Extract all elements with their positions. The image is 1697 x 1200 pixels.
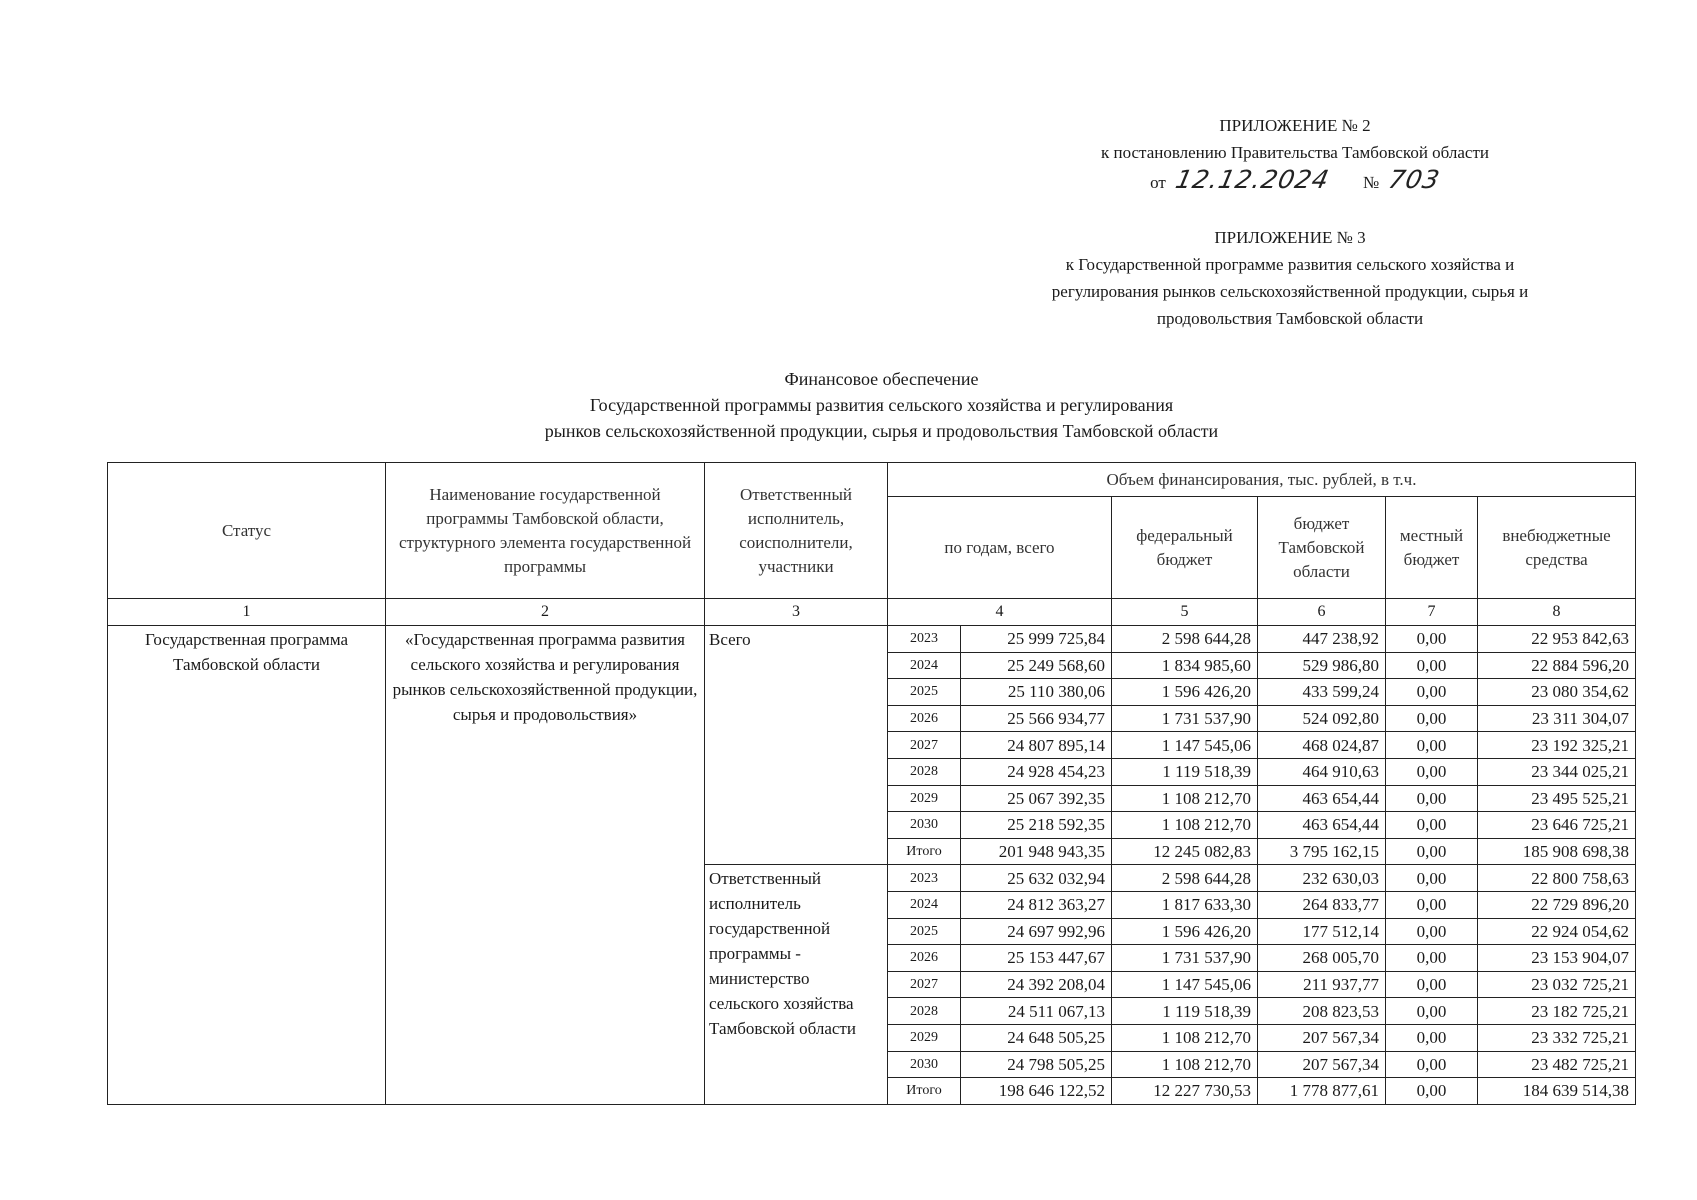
regional-budget-cell: 264 833,77 — [1258, 891, 1386, 918]
regional-budget-cell: 1 778 877,61 — [1258, 1078, 1386, 1105]
extra-budget-cell: 185 908 698,38 — [1478, 838, 1636, 865]
local-budget-cell: 0,00 — [1386, 679, 1478, 706]
extra-budget-cell: 22 953 842,63 — [1478, 626, 1636, 653]
federal-budget-cell: 1 147 545,06 — [1112, 732, 1258, 759]
regional-budget-cell: 232 630,03 — [1258, 865, 1386, 892]
local-budget-cell: 0,00 — [1386, 732, 1478, 759]
attachment-2-block — [1045, 112, 1545, 196]
header-status: Статус — [108, 463, 386, 599]
title-line-3: рынков сельскохозяйственной продукции, сырья и продовольствия Тамбовской области — [544, 421, 1219, 441]
extra-budget-cell: 23 032 725,21 — [1478, 971, 1636, 998]
header-executor: Ответственный исполнитель, соисполнители, участники — [705, 463, 888, 599]
header-name: Наименование государственной программы Тамбовской области, структурного элемента государственной программы — [386, 463, 705, 599]
header-volume: Объем финансирования, тыс. рублей, в т.ч. — [888, 463, 1636, 497]
year-cell: 2025 — [888, 679, 961, 706]
extra-budget-cell: 23 080 354,62 — [1478, 679, 1636, 706]
year-cell: 2024 — [888, 891, 961, 918]
regional-budget-cell: 447 238,92 — [1258, 626, 1386, 653]
regional-budget-cell: 529 986,80 — [1258, 652, 1386, 679]
regional-budget-cell: 208 823,53 — [1258, 998, 1386, 1025]
total-cell: 24 511 067,13 — [961, 998, 1112, 1025]
federal-budget-cell: 1 834 985,60 — [1112, 652, 1258, 679]
total-cell: 25 218 592,35 — [961, 812, 1112, 839]
extra-budget-cell: 22 924 054,62 — [1478, 918, 1636, 945]
federal-budget-cell: 1 147 545,06 — [1112, 971, 1258, 998]
year-cell: 2030 — [888, 812, 961, 839]
total-cell: 25 249 568,60 — [961, 652, 1112, 679]
federal-budget-cell: 1 108 212,70 — [1112, 785, 1258, 812]
federal-budget-cell: 12 245 082,83 — [1112, 838, 1258, 865]
total-cell: 24 928 454,23 — [961, 758, 1112, 785]
year-cell: 2023 — [888, 626, 961, 653]
total-cell: 25 067 392,35 — [961, 785, 1112, 812]
col-number: 3 — [705, 599, 888, 626]
attachment-3-line-3: продовольствия Тамбовской области — [1156, 309, 1424, 328]
local-budget-cell: 0,00 — [1386, 812, 1478, 839]
total-cell: 24 697 992,96 — [961, 918, 1112, 945]
regional-budget-cell: 524 092,80 — [1258, 705, 1386, 732]
local-budget-cell: 0,00 — [1386, 918, 1478, 945]
federal-budget-cell: 1 108 212,70 — [1112, 812, 1258, 839]
total-cell: 25 566 934,77 — [961, 705, 1112, 732]
status-cell: Государственная программа Тамбовской области — [108, 626, 386, 1105]
regional-budget-cell: 268 005,70 — [1258, 945, 1386, 972]
regional-budget-cell: 468 024,87 — [1258, 732, 1386, 759]
document-title — [100, 366, 1663, 444]
total-cell: 25 153 447,67 — [961, 945, 1112, 972]
year-cell: 2027 — [888, 971, 961, 998]
local-budget-cell: 0,00 — [1386, 1024, 1478, 1051]
title-line-2: Государственной программы развития сельского хозяйства и регулирования — [589, 395, 1174, 415]
regional-budget-cell: 211 937,77 — [1258, 971, 1386, 998]
col-number: 7 — [1386, 599, 1478, 626]
header-regional: бюджет Тамбовской области — [1258, 497, 1386, 599]
extra-budget-cell: 23 344 025,21 — [1478, 758, 1636, 785]
local-budget-cell: 0,00 — [1386, 891, 1478, 918]
extra-budget-cell: 22 729 896,20 — [1478, 891, 1636, 918]
total-cell: 201 948 943,35 — [961, 838, 1112, 865]
extra-budget-cell: 23 182 725,21 — [1478, 998, 1636, 1025]
year-cell: Итого — [888, 1078, 961, 1105]
handwritten-date: 12.12.2024 — [1172, 165, 1333, 194]
year-cell: 2027 — [888, 732, 961, 759]
year-cell: 2023 — [888, 865, 961, 892]
year-cell: 2024 — [888, 652, 961, 679]
regional-budget-cell: 463 654,44 — [1258, 812, 1386, 839]
local-budget-cell: 0,00 — [1386, 1051, 1478, 1078]
extra-budget-cell: 23 482 725,21 — [1478, 1051, 1636, 1078]
federal-budget-cell: 1 596 426,20 — [1112, 679, 1258, 706]
col-number: 5 — [1112, 599, 1258, 626]
federal-budget-cell: 2 598 644,28 — [1112, 865, 1258, 892]
total-cell: 25 632 032,94 — [961, 865, 1112, 892]
federal-budget-cell: 1 108 212,70 — [1112, 1024, 1258, 1051]
local-budget-cell: 0,00 — [1386, 1078, 1478, 1105]
attachment-3-block — [990, 224, 1590, 332]
total-cell: 24 392 208,04 — [961, 971, 1112, 998]
regional-budget-cell: 3 795 162,15 — [1258, 838, 1386, 865]
regional-budget-cell: 464 910,63 — [1258, 758, 1386, 785]
federal-budget-cell: 2 598 644,28 — [1112, 626, 1258, 653]
col-number: 4 — [888, 599, 1112, 626]
federal-budget-cell: 1 119 518,39 — [1112, 998, 1258, 1025]
local-budget-cell: 0,00 — [1386, 945, 1478, 972]
number-prefix: № — [1362, 173, 1380, 192]
attachment-3-line-2: регулирования рынков сельскохозяйственной продукции, сырья и — [1051, 282, 1529, 301]
total-cell: 24 648 505,25 — [961, 1024, 1112, 1051]
attachment-3-heading: ПРИЛОЖЕНИЕ № 3 — [1214, 228, 1366, 247]
extra-budget-cell: 23 332 725,21 — [1478, 1024, 1636, 1051]
attachment-2-heading: ПРИЛОЖЕНИЕ № 2 — [1219, 116, 1371, 135]
local-budget-cell: 0,00 — [1386, 785, 1478, 812]
extra-budget-cell: 22 884 596,20 — [1478, 652, 1636, 679]
federal-budget-cell: 1 817 633,30 — [1112, 891, 1258, 918]
executor-cell: Ответственный исполнитель государственной программы - министерство сельского хозяйства Тамбовской области — [705, 865, 888, 1104]
federal-budget-cell: 1 119 518,39 — [1112, 758, 1258, 785]
local-budget-cell: 0,00 — [1386, 865, 1478, 892]
title-line-1: Финансовое обеспечение — [784, 369, 979, 389]
total-cell: 25 999 725,84 — [961, 626, 1112, 653]
federal-budget-cell: 12 227 730,53 — [1112, 1078, 1258, 1105]
total-cell: 24 807 895,14 — [961, 732, 1112, 759]
col-number: 1 — [108, 599, 386, 626]
col-number: 2 — [386, 599, 705, 626]
extra-budget-cell: 23 495 525,21 — [1478, 785, 1636, 812]
executor-cell: Всего — [705, 626, 888, 865]
year-cell: 2026 — [888, 705, 961, 732]
extra-budget-cell: 23 192 325,21 — [1478, 732, 1636, 759]
year-cell: Итого — [888, 838, 961, 865]
local-budget-cell: 0,00 — [1386, 652, 1478, 679]
regional-budget-cell: 433 599,24 — [1258, 679, 1386, 706]
header-extra: внебюджетные средства — [1478, 497, 1636, 599]
year-cell: 2029 — [888, 785, 961, 812]
total-cell: 24 798 505,25 — [961, 1051, 1112, 1078]
year-cell: 2028 — [888, 998, 961, 1025]
total-cell: 25 110 380,06 — [961, 679, 1112, 706]
handwritten-number: 703 — [1386, 165, 1443, 194]
table-row — [108, 626, 1636, 653]
local-budget-cell: 0,00 — [1386, 705, 1478, 732]
attachment-2-subtitle: к постановлению Правительства Тамбовской области — [1100, 143, 1490, 162]
year-cell: 2028 — [888, 758, 961, 785]
regional-budget-cell: 207 567,34 — [1258, 1024, 1386, 1051]
column-number-row — [108, 599, 1636, 626]
federal-budget-cell: 1 108 212,70 — [1112, 1051, 1258, 1078]
local-budget-cell: 0,00 — [1386, 971, 1478, 998]
year-cell: 2029 — [888, 1024, 961, 1051]
header-local: местный бюджет — [1386, 497, 1478, 599]
extra-budget-cell: 23 311 304,07 — [1478, 705, 1636, 732]
col-number: 8 — [1478, 599, 1636, 626]
local-budget-cell: 0,00 — [1386, 998, 1478, 1025]
extra-budget-cell: 23 646 725,21 — [1478, 812, 1636, 839]
date-prefix: от — [1150, 173, 1166, 192]
col-number: 6 — [1258, 599, 1386, 626]
extra-budget-cell: 22 800 758,63 — [1478, 865, 1636, 892]
local-budget-cell: 0,00 — [1386, 758, 1478, 785]
local-budget-cell: 0,00 — [1386, 626, 1478, 653]
federal-budget-cell: 1 596 426,20 — [1112, 918, 1258, 945]
attachment-3-line-1: к Государственной программе развития сельского хозяйства и — [1065, 255, 1515, 274]
header-federal: федеральный бюджет — [1112, 497, 1258, 599]
year-cell: 2026 — [888, 945, 961, 972]
federal-budget-cell: 1 731 537,90 — [1112, 705, 1258, 732]
program-name-cell: «Государственная программа развития сельского хозяйства и регулирования рынков сельскохозяйственной продукции, сырья и продовольствия» — [386, 626, 705, 1105]
local-budget-cell: 0,00 — [1386, 838, 1478, 865]
year-cell: 2025 — [888, 918, 961, 945]
extra-budget-cell: 184 639 514,38 — [1478, 1078, 1636, 1105]
table-body — [108, 626, 1636, 1105]
year-cell: 2030 — [888, 1051, 961, 1078]
header-by-years: по годам, всего — [888, 497, 1112, 599]
extra-budget-cell: 23 153 904,07 — [1478, 945, 1636, 972]
federal-budget-cell: 1 731 537,90 — [1112, 945, 1258, 972]
regional-budget-cell: 207 567,34 — [1258, 1051, 1386, 1078]
decree-date-line — [1045, 166, 1545, 196]
total-cell: 24 812 363,27 — [961, 891, 1112, 918]
financing-table — [107, 462, 1636, 1105]
regional-budget-cell: 463 654,44 — [1258, 785, 1386, 812]
total-cell: 198 646 122,52 — [961, 1078, 1112, 1105]
regional-budget-cell: 177 512,14 — [1258, 918, 1386, 945]
